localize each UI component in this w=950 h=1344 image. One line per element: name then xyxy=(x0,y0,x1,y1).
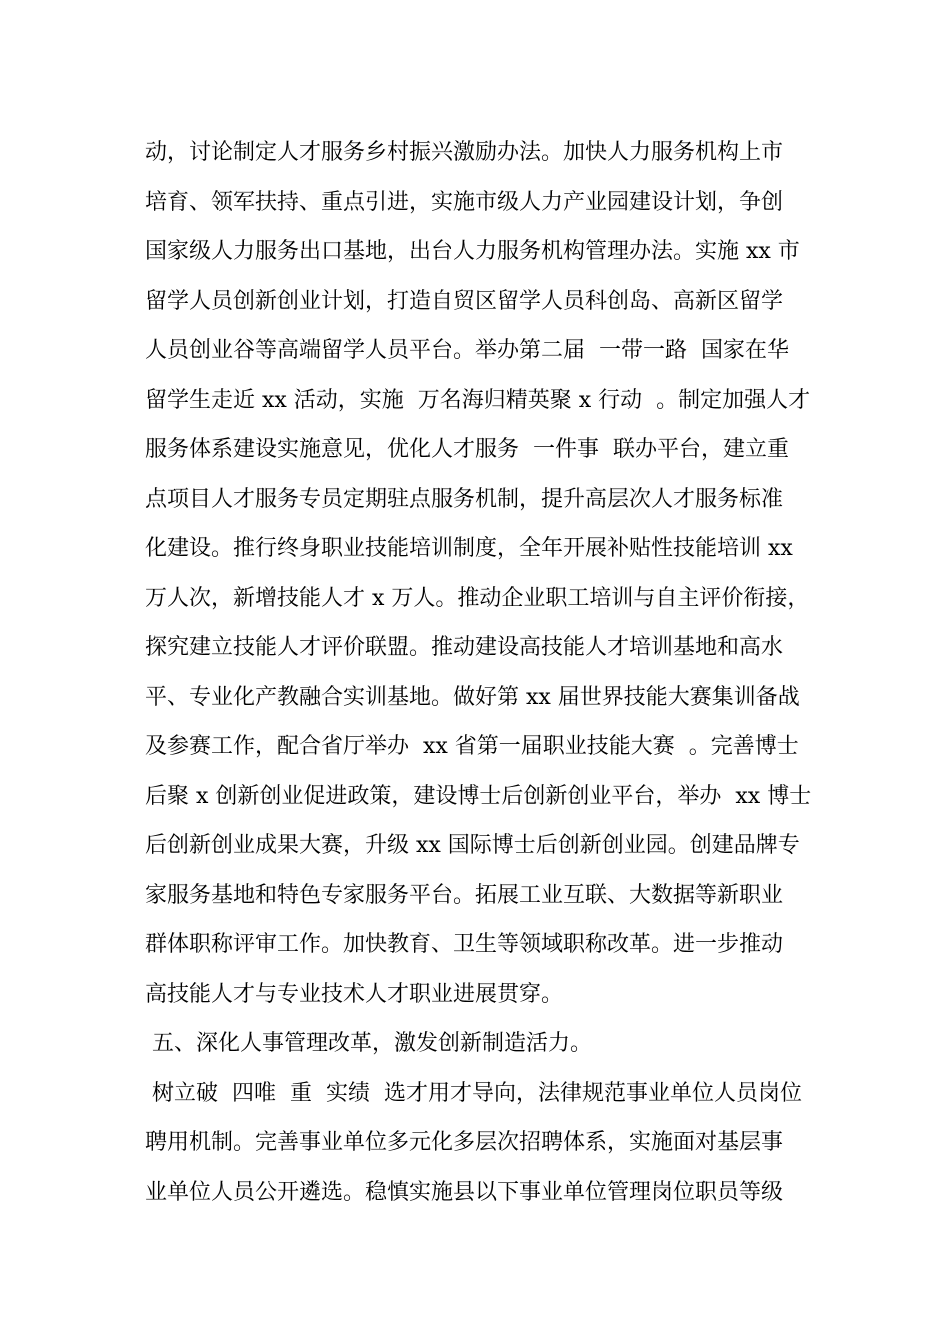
text-line: 人员创业谷等高端留学人员平台。举办第二届 一带一路 国家在华 xyxy=(145,338,789,363)
text-line: 及参赛工作，配合省厅举办 xx 省第一届职业技能大赛 。完善博士 xyxy=(145,734,799,759)
text-line: 动，讨论制定人才服务乡村振兴激励办法。加快人力服务机构上市 xyxy=(145,140,784,165)
text-line: 留学生走近 xx 活动，实施 万名海归精英聚 x 行动 。制定加强人才 xyxy=(145,387,811,413)
text-line: 留学人员创新创业计划，打造自贸区留学人员科创岛、高新区留学 xyxy=(145,288,784,314)
text-line: 探究建立技能人才评价联盟。推动建设高技能人才培训基地和高水 xyxy=(145,635,784,660)
text-line: 服务体系建设实施意见，优化人才服务 一件事 联办平台，建立重 xyxy=(145,437,789,462)
text-line: 后创新创业成果大赛，升级 xx 国际博士后创新创业园。创建品牌专 xyxy=(145,833,800,858)
text-line: 树立破 四唯 重 实绩 选才用才导向，法律规范事业单位人员岗位 xyxy=(145,1080,802,1106)
text-line: 后聚 x 创新创业促进政策，建设博士后创新创业平台，举办 xx 博士 xyxy=(145,783,812,809)
text-line: 家服务基地和特色专家服务平台。拓展工业互联、大数据等新职业 xyxy=(145,882,784,908)
text-line: 国家级人力服务出口基地，出台人力服务机构管理办法。实施 xx 市 xyxy=(145,239,800,264)
text-line: 点项目人才服务专员定期驻点服务机制，提升高层次人才服务标准 xyxy=(145,486,784,512)
text-line: 聘用机制。完善事业单位多元化多层次招聘体系，实施面对基层事 xyxy=(145,1130,784,1155)
text-line: 群体职称评审工作。加快教育、卫生等领域职称改革。进一步推动 xyxy=(145,932,784,957)
text-line: 平、专业化产教融合实训基地。做好第 xx 届世界技能大赛集训备战 xyxy=(145,684,800,710)
text-line: 培育、领军扶持、重点引进，实施市级人力产业园建设计划，争创 xyxy=(145,189,784,215)
text-line: 万人次，新增技能人才 x 万人。推动企业职工培训与自主评价衔接， xyxy=(145,585,810,611)
text-line: 高技能人才与专业技术人才职业进展贯穿。 xyxy=(145,981,564,1007)
text-line: 化建设。推行终身职业技能培训制度，全年开展补贴性技能培训 xx xyxy=(145,536,793,561)
section-heading: 五、深化人事管理改革，激发创新制造活力。 xyxy=(145,1031,592,1056)
body-text xyxy=(145,128,835,1217)
text-line: 业单位人员公开遴选。稳慎实施县以下事业单位管理岗位职员等级 xyxy=(145,1179,784,1205)
